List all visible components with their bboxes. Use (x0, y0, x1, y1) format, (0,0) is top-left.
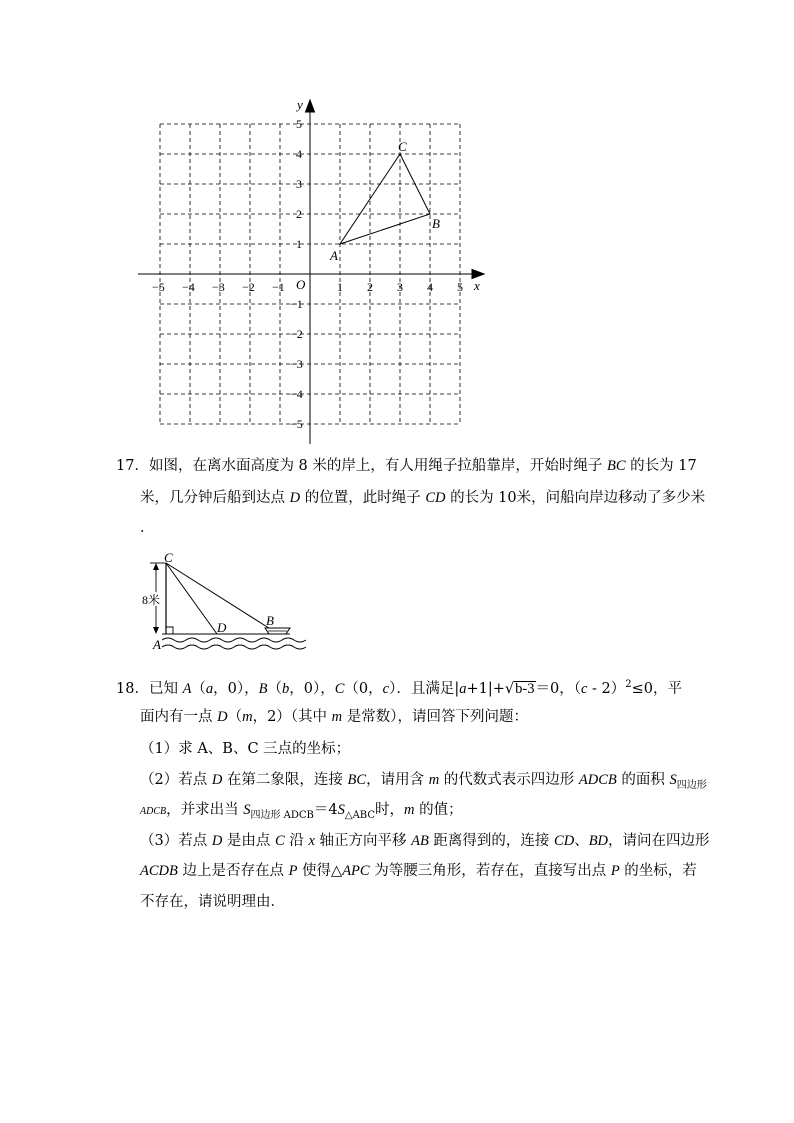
q18-line-1: 18．已知 A（a，0），B（b，0），C（0，c）．且满足|a+1|+√b-3＝0，（c - 2）$^2$≤0，平 (116, 679, 683, 697)
x-tick-label: −5 (152, 280, 165, 294)
y-tick-label: 4 (296, 147, 302, 161)
y-tick-label: −1 (290, 297, 303, 311)
x-tick-label: −2 (242, 280, 255, 294)
label-d: D (217, 620, 227, 635)
origin-label: O (296, 277, 306, 292)
y-axis-label: y (297, 97, 303, 112)
q18-part-3-line-2: ACDB 边上是否存在点 P 使得△APC 为等腰三角形，若存在，直接写出点 P 的坐标，若 (140, 863, 697, 879)
x-tick-label: −1 (272, 280, 285, 294)
wave-2 (162, 645, 306, 649)
triangle-abc (340, 154, 430, 244)
y-tick-label: −5 (290, 417, 303, 431)
y-tick-label: −2 (290, 327, 303, 341)
q18-part-1: （1）求 A、B、C 三点的坐标； (140, 741, 351, 757)
y-axis-arrow (306, 100, 315, 112)
boat-rope-figure (140, 548, 320, 663)
point-label-c: C (398, 139, 407, 154)
rope-cd (166, 563, 217, 634)
y-tick-label: −3 (290, 357, 303, 371)
q18-part-3-line-1: （3）若点 D 是由点 C 沿 x 轴正方向平移 AB 距离得到的，连接 CD、BD，请问在四边形 (140, 833, 710, 849)
x-tick-label: 5 (457, 280, 463, 294)
q17-line-2: 米，几分钟后船到达点 D 的位置，此时绳子 CD 的长为 10米，问船向岸边移动了多少米 (140, 490, 706, 506)
q17-line-3: ． (140, 520, 155, 536)
label-b: B (266, 613, 274, 628)
y-tick-label: −4 (290, 387, 303, 401)
coordinate-grid-figure (0, 0, 794, 460)
x-tick-label: 1 (337, 280, 343, 294)
sqrt-radicand: b-3 (515, 680, 535, 697)
sqrt-symbol: √ (504, 680, 515, 697)
q18-part-2-line-1: （2）若点 D 在第二象限，连接 BC，请用含 m 的代数式表示四边形 ADCB 的面积 $S_{四边形}$ (140, 772, 707, 791)
x-tick-label: −3 (212, 280, 225, 294)
y-tick-label: 5 (296, 117, 302, 131)
x-tick-label: 4 (427, 280, 433, 294)
q17-line-1: 17．如图，在离水面高度为 8 米的岸上，有人用绳子拉船靠岸，开始时绳子 BC 的长为 17 (116, 458, 697, 474)
label-c: C (164, 550, 173, 565)
right-angle-mark (166, 627, 173, 634)
q18-number: 18． (116, 680, 149, 697)
point-label-b: B (432, 216, 440, 231)
wave-1 (162, 638, 306, 642)
q17-number: 17． (116, 458, 149, 474)
point-label-a: A (330, 248, 338, 263)
q18-part-2-line-2: ADCB，并求出当 $S_{四边形 ADCB}=4S_{\triangle ABC}$时，m 的值； (140, 802, 463, 821)
height-label: 8米 (142, 593, 161, 607)
q18-line-2: 面内有一点 D（m，2）（其中 m 是常数），请回答下列问题： (140, 709, 529, 725)
x-tick-label: 3 (397, 280, 403, 294)
x-tick-label: 2 (367, 280, 373, 294)
x-axis-label: x (474, 278, 480, 293)
q18-part-3-line-3: 不存在，请说明理由． (140, 894, 285, 910)
dim-arrow-top (153, 563, 159, 570)
label-a: A (153, 637, 161, 652)
dim-arrow-bottom (153, 627, 159, 634)
y-tick-label: 2 (296, 207, 302, 221)
x-tick-label: −4 (182, 280, 195, 294)
y-tick-label: 1 (296, 237, 302, 251)
y-tick-label: 3 (296, 177, 302, 191)
